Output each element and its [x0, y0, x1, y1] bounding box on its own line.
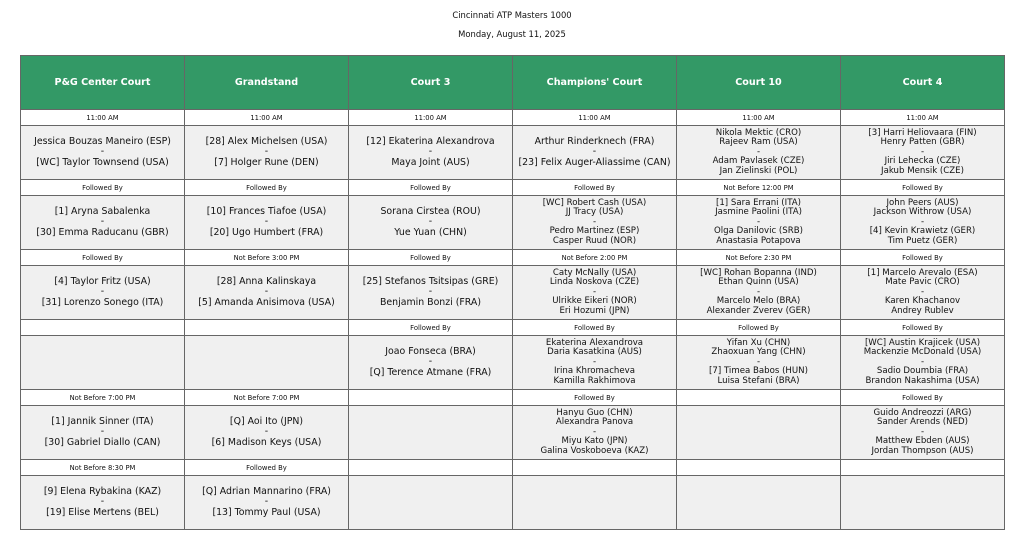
- time-slot-cell: Followed By: [841, 390, 1005, 406]
- time-slot-cell: [513, 460, 677, 476]
- match-cell: [677, 196, 841, 250]
- player-name: Arthur Rinderknech (FRA): [534, 136, 655, 148]
- time-slot-cell: Followed By: [21, 180, 185, 196]
- time-slot-cell: [677, 390, 841, 406]
- player-name: [19] Elise Mertens (BEL): [46, 506, 159, 518]
- match-cell: [21, 406, 185, 460]
- player-name: [Q] Terence Atmane (FRA): [369, 366, 492, 378]
- versus-separator: -: [592, 286, 597, 297]
- versus-separator: -: [756, 216, 761, 227]
- player-name: [30] Gabriel Diallo (CAN): [44, 436, 161, 448]
- empty-match-cell: [185, 336, 349, 390]
- versus-separator: -: [100, 216, 105, 228]
- player-name: Guido Andreozzi (ARG): [873, 407, 972, 418]
- time-slot-cell: [349, 460, 513, 476]
- match-cell: [677, 336, 841, 390]
- time-slot-row: [21, 320, 1005, 336]
- versus-separator: -: [756, 286, 761, 297]
- time-slot-row: [21, 390, 1005, 406]
- player-name: Jakub Mensik (CZE): [881, 165, 964, 176]
- player-name: Sander Arends (NED): [877, 417, 968, 428]
- time-slot-cell: Followed By: [349, 180, 513, 196]
- versus-separator: -: [428, 286, 433, 298]
- match-cell: [185, 126, 349, 180]
- player-name: [1] Aryna Sabalenka: [54, 206, 151, 218]
- match-cell: [841, 266, 1005, 320]
- player-name: [25] Stefanos Tsitsipas (GRE): [362, 276, 499, 288]
- versus-separator: -: [920, 426, 925, 437]
- player-name: Eri Hozumi (JPN): [559, 305, 630, 316]
- player-name: Sorana Cirstea (ROU): [380, 206, 481, 218]
- time-slot-cell: [841, 460, 1005, 476]
- time-slot-row: [21, 110, 1005, 126]
- versus-separator: -: [100, 426, 105, 438]
- player-name: [3] Harri Heliovaara (FIN): [868, 127, 977, 138]
- versus-separator: -: [756, 356, 761, 367]
- player-name: [6] Madison Keys (USA): [211, 436, 322, 448]
- match-cell: [513, 336, 677, 390]
- time-slot-cell: Not Before 2:00 PM: [513, 250, 677, 266]
- player-name: Henry Patten (GBR): [880, 137, 965, 148]
- match-cell: [349, 266, 513, 320]
- player-name: John Peers (AUS): [886, 197, 959, 208]
- player-name: [10] Frances Tiafoe (USA): [206, 206, 327, 218]
- time-slot-cell: [677, 460, 841, 476]
- player-name: [30] Emma Raducanu (GBR): [36, 226, 169, 238]
- player-name: [1] Marcelo Arevalo (ESA): [867, 267, 978, 278]
- player-name: [9] Elena Rybakina (KAZ): [43, 486, 162, 498]
- match-row: [21, 336, 1005, 390]
- versus-separator: -: [592, 426, 597, 437]
- match-cell: [513, 266, 677, 320]
- time-slot-cell: Not Before 3:00 PM: [185, 250, 349, 266]
- player-name: [WC] Austin Krajicek (USA): [864, 337, 981, 348]
- versus-separator: -: [100, 496, 105, 508]
- time-slot-row: [21, 180, 1005, 196]
- empty-match-cell: [677, 476, 841, 530]
- player-name: JJ Tracy (USA): [565, 207, 624, 218]
- player-name: Mackenzie McDonald (USA): [863, 347, 982, 358]
- match-cell: [513, 196, 677, 250]
- tournament-title: Cincinnati ATP Masters 1000: [452, 10, 572, 20]
- match-row: [21, 196, 1005, 250]
- player-name: Alexander Zverev (GER): [706, 305, 811, 316]
- versus-separator: -: [920, 216, 925, 227]
- versus-separator: -: [428, 216, 433, 228]
- player-name: Sadio Doumbia (FRA): [876, 366, 969, 377]
- player-name: [23] Felix Auger-Aliassime (CAN): [518, 156, 671, 168]
- player-name: Yifan Xu (CHN): [726, 337, 791, 348]
- court-header: Court 4: [841, 56, 1005, 110]
- empty-match-cell: [349, 406, 513, 460]
- match-cell: [21, 266, 185, 320]
- player-name: [1] Sara Errani (ITA): [715, 197, 802, 208]
- player-name: Tim Puetz (GER): [887, 235, 958, 246]
- time-slot-cell: Followed By: [841, 320, 1005, 336]
- versus-separator: -: [592, 356, 597, 367]
- time-slot-cell: 11:00 AM: [185, 110, 349, 126]
- player-name: Daria Kasatkina (AUS): [547, 347, 642, 358]
- time-slot-cell: Followed By: [349, 320, 513, 336]
- player-name: Linda Noskova (CZE): [549, 277, 640, 288]
- player-name: [WC] Rohan Bopanna (IND): [700, 267, 817, 278]
- player-name: Luisa Stefani (BRA): [717, 375, 800, 386]
- player-name: Ethan Quinn (USA): [718, 277, 799, 288]
- time-slot-cell: Not Before 2:30 PM: [677, 250, 841, 266]
- player-name: [20] Ugo Humbert (FRA): [209, 226, 324, 238]
- player-name: Jasmine Paolini (ITA): [715, 207, 802, 218]
- versus-separator: -: [264, 146, 269, 158]
- match-cell: [21, 126, 185, 180]
- player-name: Marcelo Melo (BRA): [716, 296, 801, 307]
- versus-separator: -: [920, 146, 925, 157]
- time-slot-cell: Followed By: [677, 320, 841, 336]
- versus-separator: -: [264, 496, 269, 508]
- court-header: Grandstand: [185, 56, 349, 110]
- match-cell: [185, 266, 349, 320]
- player-name: Brandon Nakashima (USA): [865, 375, 980, 386]
- player-name: Kamilla Rakhimova: [553, 375, 636, 386]
- versus-separator: -: [592, 216, 597, 227]
- player-name: Alexandra Panova: [555, 417, 634, 428]
- player-name: Jiri Lehecka (CZE): [884, 156, 961, 167]
- match-cell: [841, 196, 1005, 250]
- player-name: Jordan Thompson (AUS): [871, 445, 974, 456]
- player-name: Matthew Ebden (AUS): [875, 436, 970, 447]
- player-name: [1] Jannik Sinner (ITA): [51, 416, 154, 428]
- match-cell: [513, 126, 677, 180]
- player-name: Hanyu Guo (CHN): [556, 407, 633, 418]
- match-cell: [513, 406, 677, 460]
- match-cell: [841, 126, 1005, 180]
- empty-match-cell: [677, 406, 841, 460]
- player-name: [Q] Adrian Mannarino (FRA): [202, 486, 331, 498]
- time-slot-cell: [185, 320, 349, 336]
- order-of-play-table: [20, 55, 1005, 530]
- match-cell: [841, 406, 1005, 460]
- court-header: Champions' Court: [513, 56, 677, 110]
- match-cell: [677, 126, 841, 180]
- match-row: [21, 476, 1005, 530]
- time-slot-cell: Not Before 7:00 PM: [21, 390, 185, 406]
- time-slot-cell: Followed By: [185, 180, 349, 196]
- time-slot-cell: Not Before 12:00 PM: [677, 180, 841, 196]
- player-name: Adam Pavlasek (CZE): [712, 156, 805, 167]
- player-name: Olga Danilovic (SRB): [714, 226, 803, 237]
- player-name: Ekaterina Alexandrova: [545, 337, 644, 348]
- match-cell: [349, 196, 513, 250]
- player-name: Pedro Martinez (ESP): [549, 226, 640, 237]
- match-cell: [841, 336, 1005, 390]
- versus-separator: -: [756, 146, 761, 157]
- match-cell: [21, 196, 185, 250]
- time-slot-row: [21, 250, 1005, 266]
- match-cell: [185, 406, 349, 460]
- player-name: Rajeev Ram (USA): [719, 137, 798, 148]
- versus-separator: -: [428, 356, 433, 368]
- player-name: Galina Voskoboeva (KAZ): [540, 445, 649, 456]
- versus-separator: -: [592, 146, 597, 158]
- player-name: Maya Joint (AUS): [391, 156, 470, 168]
- player-name: [31] Lorenzo Sonego (ITA): [41, 296, 164, 308]
- match-cell: [185, 476, 349, 530]
- match-cell: [349, 126, 513, 180]
- player-name: Irina Khromacheva: [553, 366, 636, 377]
- player-name: [5] Amanda Anisimova (USA): [198, 296, 335, 308]
- time-slot-cell: 11:00 AM: [841, 110, 1005, 126]
- player-name: [4] Taylor Fritz (USA): [54, 276, 151, 288]
- match-row: [21, 406, 1005, 460]
- versus-separator: -: [264, 216, 269, 228]
- versus-separator: -: [920, 356, 925, 367]
- time-slot-cell: Followed By: [513, 390, 677, 406]
- player-name: [12] Ekaterina Alexandrova: [366, 136, 495, 148]
- player-name: Jessica Bouzas Maneiro (ESP): [34, 136, 171, 148]
- time-slot-cell: Followed By: [185, 460, 349, 476]
- court-header-row: [21, 56, 1005, 110]
- time-slot-cell: 11:00 AM: [349, 110, 513, 126]
- player-name: Ulrikke Eikeri (NOR): [552, 296, 637, 307]
- player-name: Karen Khachanov: [884, 296, 961, 307]
- time-slot-cell: 11:00 AM: [21, 110, 185, 126]
- time-slot-cell: 11:00 AM: [677, 110, 841, 126]
- player-name: Zhaoxuan Yang (CHN): [711, 347, 806, 358]
- time-slot-cell: Followed By: [841, 250, 1005, 266]
- player-name: Anastasia Potapova: [716, 235, 801, 246]
- time-slot-cell: [349, 390, 513, 406]
- empty-match-cell: [21, 336, 185, 390]
- empty-match-cell: [349, 476, 513, 530]
- player-name: Andrey Rublev: [891, 305, 954, 316]
- player-name: [7] Timea Babos (HUN): [709, 366, 808, 377]
- player-name: [7] Holger Rune (DEN): [214, 156, 319, 168]
- versus-separator: -: [264, 426, 269, 438]
- player-name: [4] Kevin Krawietz (GER): [869, 226, 976, 237]
- time-slot-cell: [21, 320, 185, 336]
- time-slot-cell: Followed By: [513, 180, 677, 196]
- court-header: P&G Center Court: [21, 56, 185, 110]
- time-slot-cell: Followed By: [513, 320, 677, 336]
- match-cell: [21, 476, 185, 530]
- player-name: Jackson Withrow (USA): [873, 207, 972, 218]
- player-name: [28] Alex Michelsen (USA): [205, 136, 328, 148]
- player-name: Yue Yuan (CHN): [394, 226, 467, 238]
- time-slot-cell: Followed By: [349, 250, 513, 266]
- player-name: [WC] Taylor Townsend (USA): [36, 156, 169, 168]
- player-name: Nikola Mektic (CRO): [715, 127, 802, 138]
- time-slot-cell: Not Before 8:30 PM: [21, 460, 185, 476]
- court-header: Court 3: [349, 56, 513, 110]
- time-slot-cell: Not Before 7:00 PM: [185, 390, 349, 406]
- time-slot-cell: Followed By: [841, 180, 1005, 196]
- versus-separator: -: [264, 286, 269, 298]
- versus-separator: -: [100, 146, 105, 158]
- match-row: [21, 126, 1005, 180]
- player-name: Mate Pavic (CRO): [885, 277, 960, 288]
- empty-match-cell: [513, 476, 677, 530]
- match-cell: [677, 266, 841, 320]
- versus-separator: -: [428, 146, 433, 158]
- player-name: [28] Anna Kalinskaya: [216, 276, 317, 288]
- player-name: Miyu Kato (JPN): [561, 436, 628, 447]
- court-header: Court 10: [677, 56, 841, 110]
- schedule-date: Monday, August 11, 2025: [458, 29, 566, 39]
- versus-separator: -: [920, 286, 925, 297]
- player-name: Benjamin Bonzi (FRA): [379, 296, 482, 308]
- player-name: Caty McNally (USA): [552, 267, 637, 278]
- player-name: [Q] Aoi Ito (JPN): [229, 416, 304, 428]
- match-row: [21, 266, 1005, 320]
- time-slot-cell: Followed By: [21, 250, 185, 266]
- player-name: Casper Ruud (NOR): [552, 235, 637, 246]
- time-slot-cell: 11:00 AM: [513, 110, 677, 126]
- player-name: Jan Zielinski (POL): [719, 165, 798, 176]
- match-cell: [185, 196, 349, 250]
- player-name: [13] Tommy Paul (USA): [212, 506, 321, 518]
- time-slot-row: [21, 460, 1005, 476]
- empty-match-cell: [841, 476, 1005, 530]
- match-cell: [349, 336, 513, 390]
- versus-separator: -: [100, 286, 105, 298]
- player-name: [WC] Robert Cash (USA): [542, 197, 647, 208]
- player-name: Joao Fonseca (BRA): [385, 346, 476, 358]
